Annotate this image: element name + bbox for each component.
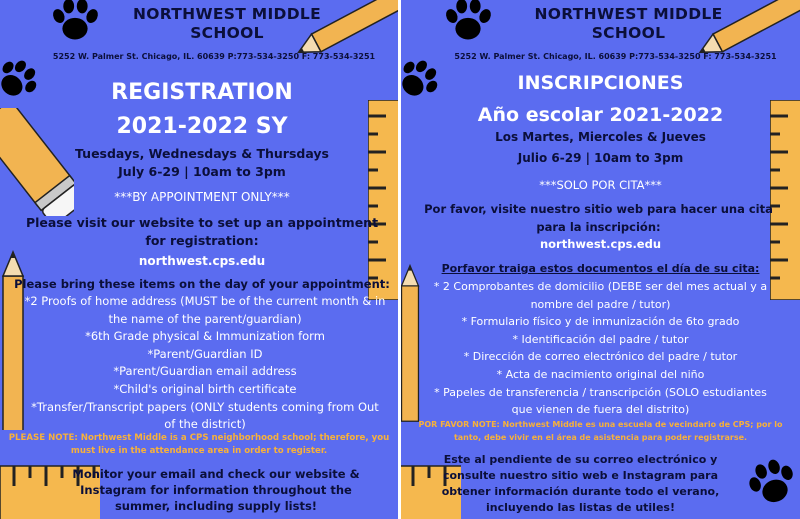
list-item: que vienen de fuera del distrito) (511, 403, 690, 417)
list-item: *2 Proofs of home address (MUST be of the current month & in (24, 294, 386, 308)
list-item: *Parent/Guardian ID (147, 346, 263, 361)
list-item: * Papeles de transferencia / transcripción (SOLO estudiantes (434, 385, 767, 399)
registration-dates: July 6-29 | 10am to 3pm (118, 164, 286, 179)
spanish-flyer-panel (401, 0, 800, 519)
list-item: of the district) (164, 417, 246, 432)
required-items-list (411, 278, 790, 419)
school-name: NORTHWEST MIDDLE SCHOOL (534, 5, 723, 42)
website-link[interactable]: northwest.cps.edu (138, 254, 266, 268)
list-item: * Dirección de correo electrónico del padre / tutor (463, 350, 738, 364)
registration-title: REGISTRATION (111, 80, 293, 105)
school-address: 5252 W. Palmer St. Chicago, IL. 60639 P:773-534-3250 F: 773-534-3251 (52, 52, 376, 61)
registration-days: Tuesdays, Wednesdays & Thursdays (75, 146, 329, 161)
list-item: nombre del padre / tutor) (530, 297, 671, 311)
attendance-note: PLEASE NOTE: Northwest Middle is a CPS neighborhood school; therefore, you must live in the attendance area in order to register. (8, 433, 390, 456)
list-item: *Child's original birth certificate (113, 381, 297, 396)
list-item: *6th Grade physical & Immunization form (85, 329, 325, 344)
attendance-note: POR FAVOR NOTE: Northwest Middle es una escuela de vecindario de CPS; por lo tanto, debe vivir en el área de asistencia para poder registrarse. (418, 420, 783, 442)
registration-dates: Julio 6-29 | 10am to 3pm (517, 151, 684, 165)
list-item: * Formulario físico y de inmunización de 6to grado (461, 315, 740, 329)
school-year: Año escolar 2021-2022 (477, 104, 724, 126)
english-flyer-panel (0, 0, 398, 519)
registration-days: Los Martes, Miercoles & Jueves (495, 130, 706, 144)
list-item: * Identificación del padre / tutor (512, 332, 689, 346)
monitor-text: Este al pendiente de su correo electrónico y consulte nuestro sitio web e Instagram para obtener información durante todo el verano, incluyendo las listas de utiles! (441, 453, 720, 514)
monitor-text: Monitor your email and check our website & Instagram for information throughout the summer, including supply lists! (72, 467, 360, 513)
website-link[interactable]: northwest.cps.edu (539, 237, 662, 251)
school-year: 2021-2022 SY (116, 114, 288, 139)
appointment-only: ***BY APPOINTMENT ONLY*** (114, 190, 290, 204)
school-address: 5252 W. Palmer St. Chicago, IL. 60639 P:773-534-3250 F: 773-534-3251 (454, 52, 777, 61)
bring-items-header: Porfavor traiga estos documentos el día de su cita: (441, 262, 760, 275)
appointment-only: ***SOLO POR CITA*** (539, 178, 662, 192)
list-item: * 2 Comprobantes de domicilio (DEBE ser del mes actual y a (433, 280, 768, 293)
list-item: * Acta de nacimiento original del niño (496, 367, 705, 381)
registration-title: INSCRIPCIONES (517, 72, 684, 94)
bring-items-header: Please bring these items on the day of your appointment: (14, 277, 390, 291)
school-name: NORTHWEST MIDDLE SCHOOL (133, 5, 321, 42)
list-item: the name of the parent/guardian) (108, 311, 302, 326)
list-item: *Transfer/Transcript papers (ONLY students coming from Out (31, 399, 379, 414)
visit-website-text: Por favor, visite nuestro sitio web para hacer una cita para la inscripción: (424, 202, 773, 234)
required-items-list (14, 293, 396, 434)
list-item: *Parent/Guardian email address (113, 364, 297, 379)
visit-website-text: Please visit our website to set up an appointment for registration: (25, 215, 379, 248)
